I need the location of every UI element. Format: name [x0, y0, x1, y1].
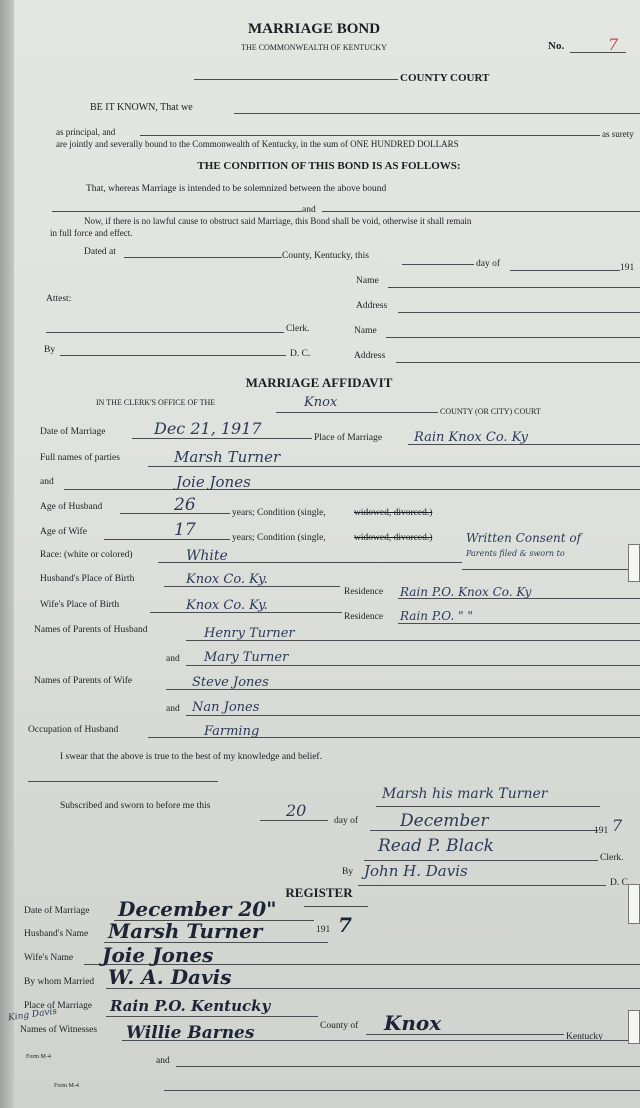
and-label-1: and [40, 477, 54, 487]
register-date-value: December 20" [118, 897, 277, 921]
parents-wife-1: Steve Jones [192, 675, 269, 690]
register-by-whom-value: W. A. Davis [108, 965, 232, 989]
register-place-value: Rain P.O. Kentucky [110, 997, 271, 1015]
age-husband-value: 26 [174, 495, 196, 515]
name-label-2: Name [354, 326, 377, 336]
register-county-of: County of [320, 1021, 359, 1031]
parents-wife-2: Nan Jones [192, 700, 260, 715]
marriage-document [7, 0, 640, 1108]
signature-line [376, 806, 600, 807]
husband-birth-value: Knox Co. Ky. [186, 572, 268, 587]
occupation-label: Occupation of Husband [28, 725, 119, 735]
residence-label-2: Residence [344, 612, 384, 622]
age-wife-value: 17 [174, 520, 196, 540]
be-it-known: BE IT KNOWN, That we [90, 102, 193, 113]
wife-birth-value: Knox Co. Ky. [186, 598, 268, 613]
register-place-line [106, 1016, 318, 1017]
party2-line [64, 489, 640, 490]
address-line-2 [396, 362, 640, 363]
party-line-2 [322, 211, 640, 212]
register-title-underline [304, 906, 368, 907]
bond-number-label: No. [548, 40, 565, 52]
age-husband-label: Age of Husband [40, 502, 103, 512]
address-label-2: Address [354, 351, 386, 361]
register-year-printed: 191 [316, 925, 331, 935]
register-wife-value: Joie Jones [102, 943, 214, 967]
swear-line [28, 781, 218, 782]
race-value: White [186, 548, 228, 564]
register-kentucky: Kentucky [566, 1032, 603, 1042]
bond-and: and [302, 205, 316, 215]
party2-value: Joie Jones [176, 473, 251, 491]
surety-line [140, 135, 600, 136]
name-line-1 [388, 287, 640, 288]
register-county-value: Knox [384, 1011, 442, 1035]
husband-residence-value: Rain P.O. Knox Co. Ky [400, 585, 532, 599]
clerk-signature-line [364, 860, 598, 861]
subscribed-text: Subscribed and sworn to before me this [60, 801, 211, 811]
affidavit-title: MARRIAGE AFFIDAVIT [245, 375, 393, 390]
deputy-signature: John H. Davis [364, 862, 468, 880]
years-condition-1: years; Condition (single, [232, 508, 326, 518]
address-label-1: Address [356, 301, 388, 311]
index-tab-1 [628, 544, 640, 582]
county-court-line [194, 79, 398, 80]
race-label: Race: (white or colored) [40, 550, 133, 560]
register-and-line [176, 1066, 640, 1067]
register-date-label: Date of Marriage [24, 906, 90, 916]
party-line-1 [52, 211, 302, 212]
register-witness-1: Willie Barnes [126, 1023, 255, 1043]
name-label-1: Name [356, 276, 379, 286]
husband-signature: Marsh his mark Turner [382, 786, 548, 802]
as-principal: as principal, and [56, 127, 116, 137]
date-line [132, 438, 312, 439]
party1-value: Marsh Turner [174, 448, 281, 466]
register-and-label: and [156, 1056, 170, 1066]
age-wife-label: Age of Wife [40, 527, 87, 537]
clerk-signature: Read P. Black [378, 836, 494, 856]
bond-title: MARRIAGE BOND [247, 21, 381, 37]
widowed-divorced-1: widowed, divorced.) [354, 508, 433, 518]
index-tab-3 [628, 1010, 640, 1044]
consent-line-1: Written Consent of [466, 531, 582, 545]
county-court-label: COUNTY COURT [400, 72, 490, 84]
parents-husband-2: Mary Turner [204, 650, 289, 665]
witness-margin-note: King Davis [7, 1006, 58, 1024]
clerks-office-label: IN THE CLERK'S OFFICE OF THE [96, 398, 216, 407]
affidavit-dc-label: D. C [610, 878, 628, 888]
dated-at: Dated at [84, 247, 116, 257]
clerk-line [46, 332, 284, 333]
bond-day-of: day of [476, 259, 501, 269]
widowed-divorced-2: widowed, divorced.) [354, 533, 433, 543]
jointly-text: are jointly and severally bound to the Commonwealth of Kentucky, in the sum of ONE HUNDRED DOLLARS [56, 139, 459, 149]
register-husband-value: Marsh Turner [108, 919, 263, 943]
sworn-day-line [260, 820, 328, 821]
full-force-text: in full force and effect. [50, 228, 133, 238]
register-place-label: Place of Marriage [24, 1001, 93, 1011]
sworn-year-printed: 191 [594, 826, 609, 836]
condition-heading: THE CONDITION OF THIS BOND IS AS FOLLOWS: [197, 160, 461, 172]
now-if-text: Now, if there is no lawful cause to obstruct said Marriage, this Bond shall be void, otherwise it shall remain [84, 216, 472, 226]
place-of-marriage-value: Rain Knox Co. Ky [414, 430, 528, 445]
age-wife-line [104, 539, 230, 540]
date-of-marriage-value: Dec 21, 1917 [154, 419, 262, 438]
month-line [510, 270, 620, 271]
register-witnesses-label: Names of Witnesses [20, 1025, 98, 1035]
bond-year: 191 [620, 263, 635, 273]
sworn-month-value: December [400, 811, 489, 831]
parents-husband-label: Names of Parents of Husband [34, 625, 148, 635]
swear-text: I swear that the above is true to the best of my knowledge and belief. [60, 752, 322, 762]
party1-line [148, 466, 640, 467]
county-court-label-2: COUNTY (OR CITY) COURT [440, 407, 541, 416]
wife-residence-value: Rain P.O. " " [400, 609, 473, 623]
parents-wife-label: Names of Parents of Wife [34, 676, 133, 686]
whereas-text: That, whereas Marriage is intended to be solemnized between the above bound [86, 184, 387, 194]
affidavit-by-label: By [342, 867, 354, 877]
dated-at-line [124, 257, 282, 258]
attest-label: Attest: [46, 294, 72, 304]
clerks-office-line [276, 412, 438, 413]
day-line [402, 264, 474, 265]
and-label-3: and [166, 704, 180, 714]
principal-line [234, 113, 640, 114]
race-line-2 [462, 569, 640, 570]
wife-birth-label: Wife's Place of Birth [40, 600, 120, 610]
deputy-signature-line [358, 885, 606, 886]
parents-husband-1: Henry Turner [204, 626, 295, 641]
place-of-marriage-label: Place of Marriage [314, 433, 383, 443]
by-line [60, 355, 286, 356]
years-condition-2: years; Condition (single, [232, 533, 326, 543]
husband-birth-label: Husband's Place of Birth [40, 574, 135, 584]
bond-by-label: By [44, 345, 56, 355]
and-label-2: and [166, 654, 180, 664]
bond-dc-label: D. C. [290, 349, 311, 359]
register-year-written: 7 [338, 913, 352, 937]
register-by-whom-label: By whom Married [24, 977, 95, 987]
bond-number-value: 7 [608, 35, 619, 54]
affidavit-county-value: Knox [304, 395, 338, 410]
bottom-line [164, 1090, 640, 1091]
address-line-1 [398, 312, 640, 313]
occupation-value: Farming [204, 724, 260, 739]
as-surety: as surety [602, 129, 634, 139]
residence-label-1: Residence [344, 587, 384, 597]
bond-clerk-label: Clerk. [286, 324, 310, 334]
index-tab-2 [628, 884, 640, 924]
full-names-label: Full names of parties [40, 453, 120, 463]
bond-subtitle: THE COMMONWEALTH OF KENTUCKY [241, 43, 387, 52]
sworn-day-of: day of [334, 816, 359, 826]
affidavit-clerk-label: Clerk. [600, 853, 624, 863]
register-wife-label: Wife's Name [24, 953, 74, 963]
date-of-marriage-label: Date of Marriage [40, 427, 106, 437]
county-ky-this: County, Kentucky, this [282, 251, 369, 261]
register-husband-label: Husband's Name [24, 929, 89, 939]
name-line-2 [386, 337, 640, 338]
sworn-year-written: 7 [612, 816, 623, 835]
consent-line-2: Parents filed & sworn to [466, 549, 565, 558]
form-number-bottom: Form M-4 [54, 1083, 79, 1089]
form-number: Form M-4 [26, 1054, 51, 1060]
register-title: REGISTER [285, 885, 353, 900]
page-edge [0, 0, 14, 1108]
sworn-day-value: 20 [286, 801, 307, 820]
